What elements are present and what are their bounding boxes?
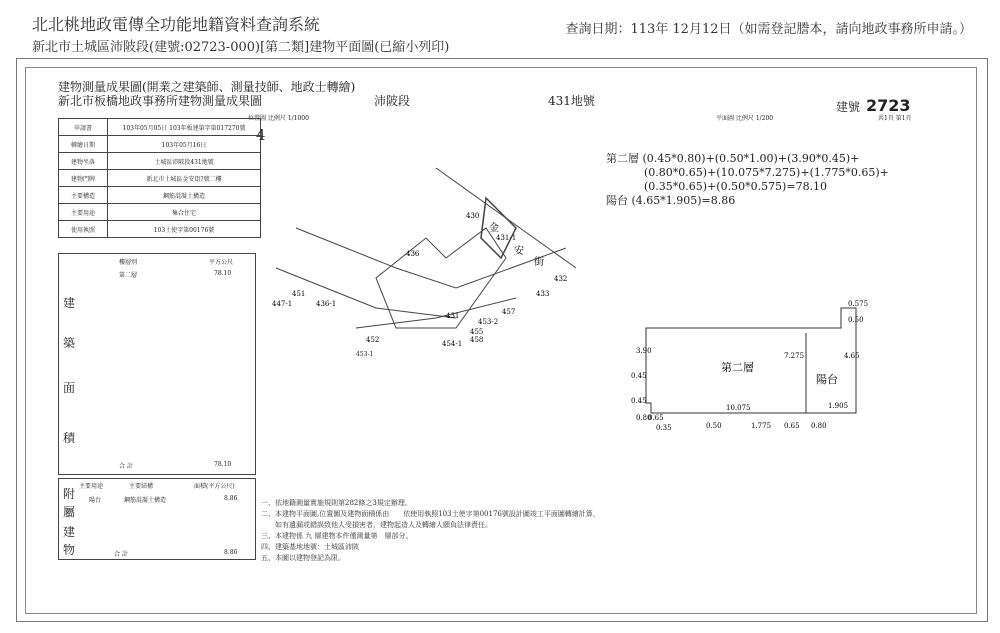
location-scale: 位置圖 比例尺 1/1000 [248,115,309,122]
plan-scale: 平面圖 比例尺 1/200 [716,115,774,122]
note-line: 四、建築基地地號：土城區沛陂 [261,543,359,551]
area-char: 築 [63,336,76,350]
map-char: 4 [256,126,266,144]
attach-area: 8.86 [224,495,238,502]
map-label: 433 [536,290,550,298]
attach-char: 屬 [63,505,76,519]
cell: 103年05月16日 [108,136,261,153]
attachment-table [58,478,256,560]
note-line: 五、本圖以建物登記為限。 [261,554,345,562]
cell: 主要構造 [59,187,108,204]
attach-header: 主要用途 [79,483,104,490]
area-table [58,253,256,475]
map-label: 430 [466,212,480,220]
survey-document [16,58,988,622]
building-number-value: 2723 [866,96,911,115]
attach-char: 物 [63,543,76,557]
map-label: 458 [470,336,484,344]
area-char: 面 [63,381,76,395]
area-header: 平方公尺 [209,259,234,266]
cell: 主要用途 [59,204,108,221]
map-label: 453-1 [356,351,374,358]
cell: 鋼筋混凝土構造 [108,187,261,204]
map-label: 431 [446,312,460,320]
location-map [256,128,586,348]
cell: 土城區沛陂段431地號 [108,153,261,170]
plan-dim: 0.45 [631,397,647,405]
total-label: 合 計 [119,463,133,470]
note-line: 一、依地籍測量實施規則第282條之3規定辦理。 [261,499,412,507]
map-label: 453-2 [478,318,499,326]
attach-total-value: 8.86 [224,549,238,556]
map-label: 457 [502,308,516,316]
area-char: 積 [63,431,76,445]
plan-floor-label: 第二層 [721,361,754,374]
cell: 使用執照 [59,221,108,238]
plan-dim: 1.905 [828,402,849,410]
map-label: 452 [366,336,380,344]
map-label: 455 [470,328,484,336]
cell: 103土使字第00176號 [108,221,261,238]
calc-line: 第二層 (0.45*0.80)+(0.50*1.00)+(3.90*0.45)+ [606,152,860,165]
plan-dim: 0.65 [784,422,800,430]
calc-line: (0.80*0.65)+(10.075*7.275)+(1.775*0.65)+ [644,166,889,179]
map-label: 451 [292,290,306,298]
attach-char: 建 [63,525,76,539]
cell: 申請書 [59,119,108,136]
plan-dim: 0.50 [848,316,864,324]
attach-header: 主要結構 [129,483,154,490]
note-line: 二、本建物平面圖,位置圖及建物面積係由 依使用執照103土使字第00176號設計圖竣工平面圖轉繪計算， [261,510,600,518]
attach-total-label: 合 計 [114,551,128,558]
area-calculation [606,152,889,208]
map-label: 431-1 [496,234,517,242]
plan-dim: 10.075 [726,404,751,412]
map-label: 432 [554,275,568,283]
page-count: 共1頁 第1頁 [878,115,912,122]
calc-line: 陽台 (4.65*1.905)=8.86 [606,194,736,207]
map-label: 街 [534,257,544,268]
plan-dim: 0.65 [648,414,664,422]
total-value: 78.10 [214,461,232,468]
notes [261,498,600,564]
doc-title-1: 建物測量成果圖(開業之建築師、測量技師、地政士轉繪) [58,80,356,94]
plan-dim: 4.65 [844,352,860,360]
floor-area: 78.10 [214,270,232,277]
cell: 集合住宅 [108,204,261,221]
plan-dim: 0.80 [811,422,827,430]
cell: 建物坐落 [59,153,108,170]
doc-title-2: 新北市板橋地政事務所建物測量成果圖 [58,94,263,108]
floor-name: 第二層 [119,272,138,279]
note-line: 三、本建物係 九 層建物本件僅測量第 層部分。 [261,532,413,540]
plan-dim: 0.80 [636,414,652,422]
plan-dim: 3.90 [636,347,652,355]
attach-use: 陽台 [89,497,102,504]
floor-plan [626,288,876,438]
map-label: 454-1 [442,340,463,348]
building-number-label: 建號 [836,100,861,114]
floor-header: 樓層別 [119,259,138,266]
attach-char: 附 [63,487,76,501]
lot-number: 431地號 [548,94,595,108]
map-label: 436-1 [316,300,337,308]
cell: 103年05月05日 103年板建第字第017270號 [108,119,261,136]
map-label: 金 [489,223,499,234]
calc-line: (0.35*0.65)+(0.50*0.575)=78.10 [644,180,828,193]
cell: 建物門牌 [59,170,108,187]
plan-dim: 0.35 [656,424,672,432]
cell: 轉繪日期 [59,136,108,153]
area-char: 建 [63,296,76,310]
building-info-table [58,118,261,238]
map-label: 安 [514,246,524,257]
plan-balcony-label: 陽台 [816,373,838,386]
scanned-sheet [25,67,977,614]
map-label: 447-1 [272,300,293,308]
map-label: 436 [406,250,420,258]
section-name: 沛陂段 [374,94,411,108]
plan-dim: 1.775 [751,422,772,430]
system-title: 北北桃地政電傳全功能地籍資料查詢系統 [32,15,321,34]
attach-header: 面積(平方公尺) [194,483,235,490]
plan-dim: 7.275 [784,352,805,360]
document-subtitle: 新北市土城區沛陂段(建號:02723-000)[第二類]建物平面圖(已縮小列印) [32,40,450,55]
plan-dim: 0.45 [631,372,647,380]
cell: 新北市土城區金安街?號二樓 [108,170,261,187]
query-date: 查詢日期：113年 12月12日（如需登記謄本，請向地政事務所申請。） [565,22,972,37]
note-line: 如有遺漏或錯誤致他人受損害者，建物起造人及轉繪人願負法律責任。 [261,521,492,529]
attach-structure: 鋼筋混凝土構造 [124,497,167,504]
plan-dim: 0.50 [706,422,722,430]
plan-dim: 0.575 [848,300,869,308]
